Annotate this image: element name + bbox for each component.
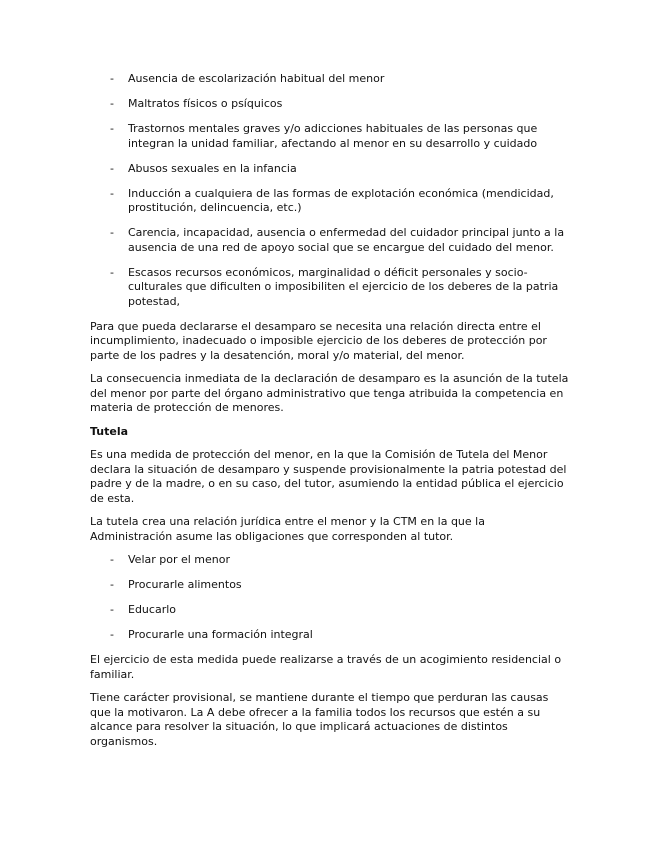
paragraph: El ejercicio de esta medida puede realizarse a través de un acogimiento residencial o familiar.	[90, 653, 562, 681]
section-heading: Tutela	[90, 424, 129, 438]
list-item: - Trastornos mentales graves y/o adicciones habituales de las personas que integran la unidad familiar, afectando al menor en su desarrollo y cuidado	[90, 122, 570, 151]
paragraph: Tiene carácter provisional, se mantiene durante el tiempo que perduran las causas que la motivaron. La A debe ofrecer a la familia todos los recursos que estén a su alcance para resolver la situación, lo que implicará actuaciones de distintos organismos.	[90, 691, 549, 748]
paragraph: Es una medida de protección del menor, en la que la Comisión de Tutela del Menor declara la situación de desamparo y suspende provisionalmente la patria potestad del padre y de la madre, o en su caso, del tutor, asumiendo la entidad pública el ejercicio de esta.	[90, 448, 567, 505]
list-item: - Educarlo	[90, 603, 570, 618]
paragraph: Para que pueda declararse el desamparo se necesita una relación directa entre el incumplimiento, inadecuado o imposible ejercicio de los deberes de protección por parte de los padres y la desatención, moral y/o material, del menor.	[90, 319, 547, 362]
list-item: - Carencia, incapacidad, ausencia o enfermedad del cuidador principal junto a la ausencia de una red de apoyo social que se encargue del cuidado del menor.	[90, 226, 570, 255]
list-item: - Procurarle una formación integral	[90, 628, 570, 643]
list-item: - Escasos recursos económicos, marginalidad o déficit personales y socio-culturales que dificulten o imposibiliten el ejercicio de los deberes de la patria potestad,	[90, 266, 570, 310]
list-item: - Velar por el menor	[90, 553, 570, 568]
document-page	[90, 72, 570, 758]
desamparo-causes-list	[90, 72, 570, 309]
paragraph: La tutela crea una relación jurídica entre el menor y la CTM en la que la Administración asume las obligaciones que corresponden al tutor.	[90, 515, 485, 543]
tutor-obligations-list	[90, 553, 570, 643]
paragraph: La consecuencia inmediata de la declaración de desamparo es la asunción de la tutela del menor por parte del órgano administrativo que tenga atribuida la competencia en materia de protección de menores.	[90, 372, 569, 414]
list-item: - Ausencia de escolarización habitual del menor	[90, 72, 570, 87]
list-item: - Inducción a cualquiera de las formas de explotación económica (mendicidad, prostitución, delincuencia, etc.)	[90, 187, 570, 216]
list-item: - Procurarle alimentos	[90, 578, 570, 593]
list-item: - Maltratos físicos o psíquicos	[90, 97, 570, 112]
list-item: - Abusos sexuales en la infancia	[90, 162, 570, 177]
